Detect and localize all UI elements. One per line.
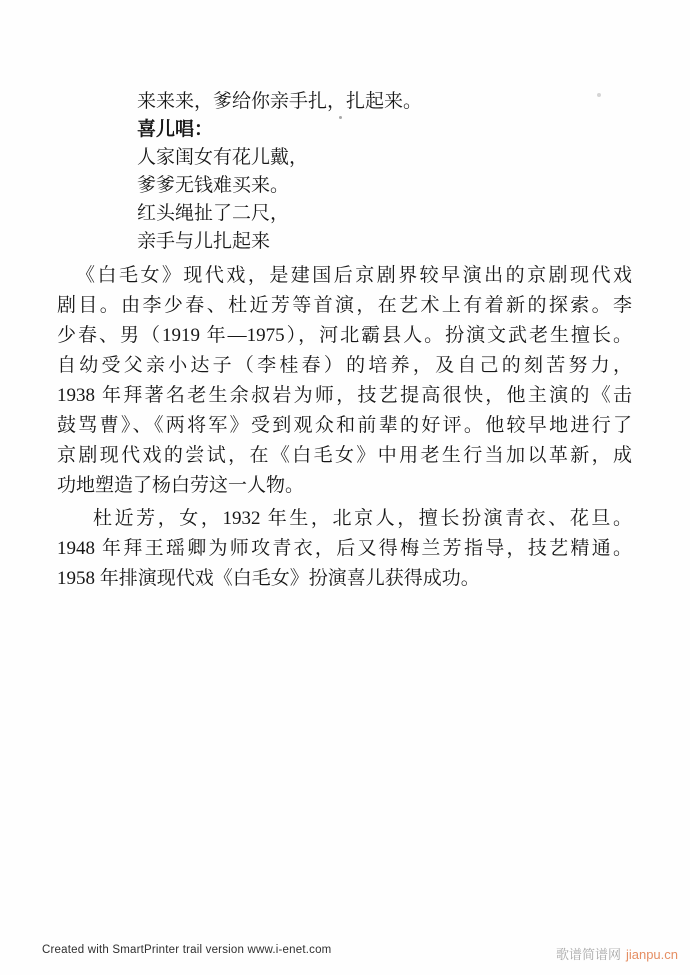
paragraph-line: 鼓骂曹》、《两将军》受到观众和前辈的好评。他较早地进行了 [57,415,632,436]
printer-credit-watermark: Created with SmartPrinter trail version www.i-enet.com [42,944,332,956]
paragraph-line: 自幼受父亲小达子（李桂春）的培养，及自己的刻苦努力， [57,355,632,376]
scan-noise-speck [597,93,601,97]
paragraph-line: 1958 年排演现代戏《白毛女》扮演喜儿获得成功。 [57,568,480,589]
paragraph-line: 功地塑造了杨白劳这一人物。 [57,475,305,496]
paragraph-line: 《白毛女》现代戏，是建国后京剧界较早演出的京剧现代戏 [76,265,632,286]
site-name: 歌谱简谱网 [555,947,621,962]
site-domain: jianpu.cn [625,947,678,962]
lyric-verse-line: 亲手与儿扎起来 [137,231,271,252]
lyric-verse-line: 爹爹无钱难买来。 [137,175,290,196]
text-content [57,88,632,594]
speaker-label: 喜儿唱： [137,119,214,140]
paragraph-line: 1938 年拜著名老生余叔岩为师，技艺提高很快，他主演的《击 [57,385,632,406]
lyric-verse-line: 人家闺女有花儿戴， [137,147,309,168]
paragraph-line: 杜近芳，女，1932 年生，北京人，擅长扮演青衣、花旦。 [93,508,632,529]
site-watermark [556,944,678,963]
paragraph-line: 少春、男（1919 年—1975），河北霸县人。扮演文武老生擅长。 [57,325,632,346]
paragraph-line: 京剧现代戏的尝试，在《白毛女》中用老生行当加以革新，成 [57,445,632,466]
paragraph-dujinfang [57,504,632,594]
paragraph-baimaonv [57,261,632,501]
lyric-intro-line: 来来来，爹给你亲手扎，扎起来。 [137,91,423,112]
paragraph-line: 剧目。由李少春、杜近芳等首演，在艺术上有着新的探索。李 [57,295,632,316]
lyric-verse-line: 红头绳扯了二尺， [137,203,290,224]
paragraph-line: 1948 年拜王瑶卿为师攻青衣，后又得梅兰芳指导，技艺精通。 [57,538,632,559]
scan-noise-speck [339,116,342,119]
